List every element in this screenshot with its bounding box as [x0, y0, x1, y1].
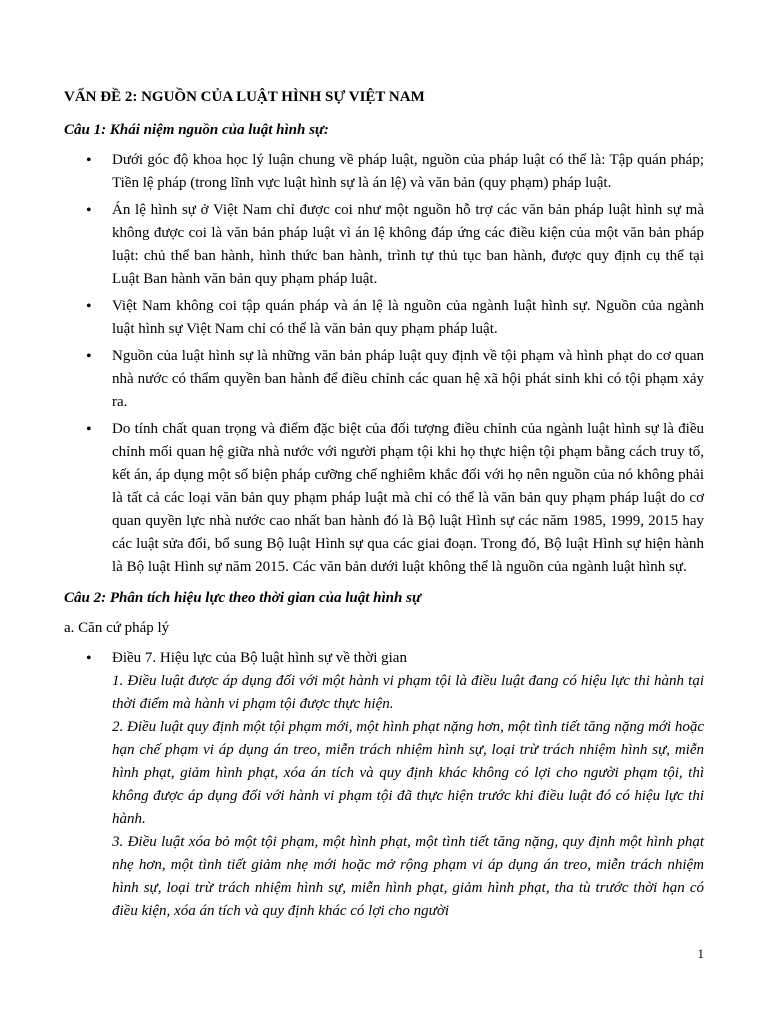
document-title: VẤN ĐỀ 2: NGUỒN CỦA LUẬT HÌNH SỰ VIỆT NAM — [64, 89, 425, 105]
article-item — [64, 647, 704, 923]
question-1-bullet-list — [64, 149, 704, 579]
bullet-item: • Do tính chất quan trọng và điểm đặc biệt của đối tượng điều chỉnh của ngành luật hình sự là điều chỉnh mối quan hệ giữa nhà nước với người phạm tội khi họ thực hiện tội phạm bằng cách truy tố, kết án, áp dụng một số biện pháp cưỡng chế nghiêm khắc đối với họ nên nguồn của nó không phải là tất cả các loại văn bản quy phạm pháp luật mà chỉ có thể là văn bản quy phạm pháp luật do cơ quan quyền lực nhà nước cao nhất ban hành đó là Bộ luật Hình sự các năm 1985, 1999, 2015 hay các luật sửa đổi, bổ sung Bộ luật Hình sự qua các giai đoạn. Trong đó, Bộ luật Hình sự hiện hành là Bộ luật Hình sự năm 2015. Các văn bản dưới luật không thể là nguồn của ngành luật hình sự. — [64, 418, 704, 579]
bullet-item: • Việt Nam không coi tập quán pháp và án lệ là nguồn của ngành luật hình sự. Nguồn của ngành luật hình sự Việt Nam chỉ có thể là văn bản quy phạm pháp luật. — [64, 295, 704, 341]
question-2-bullet-list — [64, 647, 704, 923]
legal-basis-subheading: a. Căn cứ pháp lý — [64, 620, 170, 636]
question-2-heading: Câu 2: Phân tích hiệu lực theo thời gian của luật hình sự — [64, 590, 421, 606]
bullet-item: • Dưới góc độ khoa học lý luận chung về pháp luật, nguồn của pháp luật có thể là: Tập quán pháp; Tiền lệ pháp (trong lĩnh vực luật hình sự là án lệ) và văn bản (quy phạm) pháp luật. — [64, 149, 704, 195]
document-page — [64, 86, 704, 931]
article-clause-2: 2. Điều luật quy định một tội phạm mới, một hình phạt nặng hơn, một tình tiết tăng nặng mới hoặc hạn chế phạm vi áp dụng án treo, miễn trách nhiệm hình sự, loại trừ trách nhiệm hình sự, miễn hình phạt, giảm hình phạt, xóa án tích và quy định khác không có lợi cho người phạm tội, thì không được áp dụng đối với hành vi phạm tội đã thực hiện trước khi điều luật đó có hiệu lực thi hành. — [112, 719, 704, 827]
bullet-item: • Án lệ hình sự ở Việt Nam chỉ được coi như một nguồn hỗ trợ các văn bản pháp luật hình sự mà không được coi là văn bản pháp luật vì án lệ không đáp ứng các điều kiện của một văn bản pháp luật: chủ thể ban hành, hình thức ban hành, trình tự thủ tục ban hành, được quy định cụ thể tại Luật Ban hành văn bản quy phạm pháp luật. — [64, 199, 704, 291]
article-title: Điều 7. Hiệu lực của Bộ luật hình sự về thời gian — [112, 650, 407, 666]
question-1-heading: Câu 1: Khái niệm nguồn của luật hình sự: — [64, 122, 329, 138]
article-clause-1: 1. Điều luật được áp dụng đối với một hành vi phạm tội là điều luật đang có hiệu lực thi hành tại thời điểm mà hành vi phạm tội được thực hiện. — [112, 673, 704, 712]
page-number: 1 — [697, 946, 704, 961]
article-clause-3: 3. Điều luật xóa bỏ một tội phạm, một hình phạt, một tình tiết tăng nặng, quy định một hình phạt nhẹ hơn, một tình tiết giảm nhẹ mới hoặc mở rộng phạm vi áp dụng án treo, miễn trách nhiệm hình sự, loại trừ trách nhiệm hình sự, miễn hình phạt, giảm hình phạt, tha tù trước thời hạn có điều kiện, xóa án tích và quy định khác có lợi cho người — [112, 834, 704, 919]
bullet-item: • Nguồn của luật hình sự là những văn bản pháp luật quy định về tội phạm và hình phạt do cơ quan nhà nước có thẩm quyền ban hành để điều chỉnh các quan hệ xã hội phát sinh khi có tội phạm xảy ra. — [64, 345, 704, 414]
